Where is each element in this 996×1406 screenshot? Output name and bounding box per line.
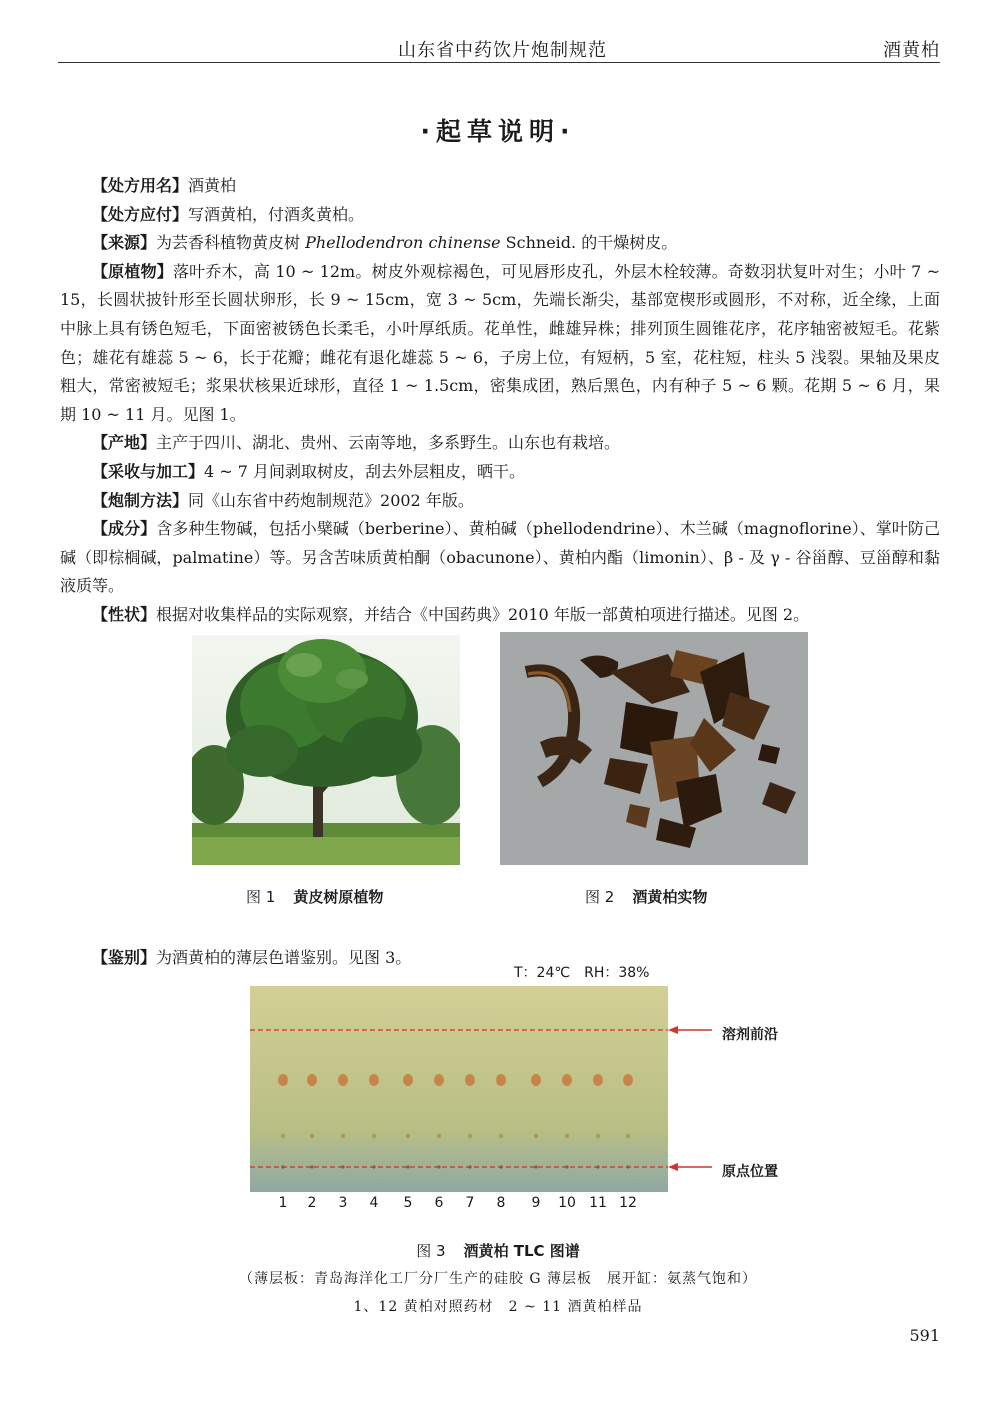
- paragraph-dispensing: [60, 201, 940, 230]
- figure-3-note-lanes: 1、12 黄柏对照药材 2 ~ 11 酒黄柏样品: [353, 1299, 643, 1315]
- tlc-faint-spot-lane-8: [499, 1134, 503, 1138]
- text-source-latin: Phellodendron chinense: [305, 233, 501, 253]
- paragraph-original-plant: [60, 258, 940, 430]
- tlc-humidity: RH：38%: [584, 965, 650, 981]
- tlc-faint-spot-lane-7: [468, 1134, 472, 1138]
- paragraph-source: [60, 229, 940, 258]
- text-origin: 主产于四川、湖北、贵州、云南等地，多系野生。山东也有栽培。: [156, 433, 621, 453]
- text-harvest: 4 ~ 7 月间剥取树皮，刮去外层粗皮，晒干。: [204, 461, 526, 481]
- label-characters: 【性状】: [92, 604, 157, 624]
- tlc-origin-point-lane-9: [534, 1165, 537, 1168]
- tlc-lane-label-1: 1: [278, 1195, 288, 1211]
- text-dispensing: 写酒黄柏，付酒炙黄柏。: [188, 204, 365, 224]
- text-source-before: 为芸香科植物黄皮树: [156, 233, 306, 253]
- tlc-arrows: [668, 1024, 718, 1174]
- text-original-plant: 落叶乔木，高 10 ~ 12m。树皮外观棕褐色，可见唇形皮孔，外层木栓较薄。奇数羽状复叶对生；小叶 7 ~ 15，长圆状披针形至长圆状卵形，长 9 ~ 15cm，宽 3 ~ 5cm，先端长渐尖，基部宽楔形或圆形，不对称，近全缘，上面中脉上具有锈色短毛，下面密被锈色长柔毛，小叶厚纸质。花单性，雌雄异株；排列顶生圆锥花序，花序轴密被短毛。花紫色；雄花有雄蕊 5 ~ 6，长于花瓣；雌花有退化雄蕊 5 ~ 6，子房上位，有短柄，5 室，花柱短，柱头 5 浅裂。果轴及果皮粗大，常密被短毛；浆果状核果近球形，直径 1 ~ 1.5cm，密集成团，熟后黑色，内有种子 5 ~ 6 颗。花期 5 ~ 6 月，果期 10 ~ 11 月。见图 1。: [60, 261, 940, 424]
- tlc-spot-lane-4: [369, 1074, 379, 1086]
- figure-3-number: 图 3: [416, 1242, 446, 1260]
- tlc-spot-lane-8: [496, 1074, 506, 1086]
- tlc-faint-spot-lane-2: [310, 1134, 314, 1138]
- figure-3-caption: [0, 1240, 996, 1261]
- tlc-lane-label-8: 8: [496, 1195, 506, 1211]
- tlc-lane-label-11: 11: [589, 1195, 607, 1211]
- page-number: 591: [909, 1326, 940, 1345]
- tlc-lane-label-12: 12: [619, 1195, 637, 1211]
- tlc-lane-label-6: 6: [434, 1195, 444, 1211]
- text-prescription-name: 酒黄柏: [188, 176, 237, 195]
- tlc-faint-spot-lane-10: [565, 1134, 569, 1138]
- label-processing: 【炮制方法】: [92, 490, 189, 510]
- tlc-origin-point-lane-3: [341, 1165, 344, 1168]
- tlc-origin-point-lane-5: [406, 1165, 409, 1168]
- tlc-plate: [250, 986, 668, 1192]
- tlc-spot-lane-10: [562, 1074, 572, 1086]
- label-origin: 【产地】: [92, 433, 157, 453]
- tlc-faint-spot-lane-9: [534, 1134, 538, 1138]
- running-header-herb-name: 酒黄柏: [883, 40, 940, 61]
- tlc-faint-spot-lane-1: [281, 1134, 285, 1138]
- tlc-plate-background: [250, 986, 668, 1192]
- figure-2-caption: [585, 886, 707, 907]
- paragraph-origin: [60, 429, 940, 458]
- tlc-origin-point-lane-10: [565, 1165, 568, 1168]
- tlc-origin-point-lane-6: [437, 1165, 440, 1168]
- figure-2-caption-text: 酒黄柏实物: [632, 888, 708, 906]
- tlc-faint-spot-lane-12: [626, 1134, 630, 1138]
- origin-arrow-icon: [668, 1163, 678, 1171]
- paragraph-identification: [60, 944, 940, 972]
- tlc-faint-spot-lane-4: [372, 1134, 376, 1138]
- tlc-spot-lane-3: [338, 1074, 348, 1086]
- bark-pieces-illustration: [500, 632, 808, 865]
- tlc-spot-lane-2: [307, 1074, 317, 1086]
- label-source: 【来源】: [92, 233, 157, 253]
- tlc-lane-label-4: 4: [369, 1195, 379, 1211]
- tlc-faint-spot-lane-6: [437, 1134, 441, 1138]
- solvent-front-label: 溶剂前沿: [722, 1027, 778, 1043]
- running-header: [58, 34, 940, 63]
- tlc-spot-lane-6: [434, 1074, 444, 1086]
- tlc-origin-point-lane-11: [596, 1165, 599, 1168]
- tlc-spot-lane-1: [278, 1074, 288, 1086]
- tlc-origin-point-lane-7: [468, 1165, 471, 1168]
- text-source-after: Schneid. 的干燥树皮。: [500, 233, 678, 253]
- tlc-spot-lane-7: [465, 1074, 475, 1086]
- figure-3-caption-text: 酒黄柏 TLC 图谱: [463, 1242, 580, 1260]
- text-constituents: 含多种生物碱，包括小檗碱（berberine）、黄柏碱（phellodendrine）、木兰碱（magnoflorine）、掌叶防己碱（即棕榈碱，palmatine）等。另含苦味质黄柏酮（obacunone）、黄柏内酯（limonin）、β - 及 γ - 谷甾醇、豆甾醇和黏液质等。: [60, 519, 940, 596]
- tlc-spot-lane-11: [593, 1074, 603, 1086]
- paragraph-harvest: [60, 458, 940, 487]
- label-harvest: 【采收与加工】: [92, 461, 205, 481]
- tlc-origin-point-lane-8: [499, 1165, 502, 1168]
- figure-2-bark-photo: [500, 632, 808, 865]
- text-processing: 同《山东省中药炮制规范》2002 年版。: [188, 490, 474, 510]
- tlc-lane-label-10: 10: [558, 1195, 576, 1211]
- text-identification: 为酒黄柏的薄层色谱鉴别。见图 3。: [156, 948, 412, 967]
- paragraph-prescription-name: [60, 172, 940, 201]
- tlc-temperature: T：24℃: [514, 965, 571, 981]
- figure-2-number: 图 2: [585, 888, 615, 906]
- tlc-faint-spot-lane-5: [406, 1134, 410, 1138]
- text-characters: 根据对收集样品的实际观察，并结合《中国药典》2010 年版一部黄柏项进行描述。见图 2。: [156, 604, 810, 624]
- tlc-faint-spot-lane-3: [341, 1134, 345, 1138]
- tlc-lane-label-7: 7: [465, 1195, 475, 1211]
- running-header-book-title: 山东省中药饮片炮制规范: [398, 40, 607, 61]
- paragraph-processing: [60, 487, 940, 516]
- section-title: ·起草说明·: [420, 117, 576, 146]
- paragraph-characters: [60, 601, 940, 630]
- label-original-plant: 【原植物】: [92, 261, 173, 281]
- tlc-spot-lane-9: [531, 1074, 541, 1086]
- figure-3-note-plate: （薄层板：青岛海洋化工厂分厂生产的硅胶 G 薄层板 展开缸：氨蒸气饱和）: [238, 1271, 758, 1287]
- tlc-lane-label-2: 2: [307, 1195, 317, 1211]
- tlc-origin-point-lane-12: [626, 1165, 629, 1168]
- label-identification: 【鉴别】: [92, 948, 157, 967]
- paragraph-constituents: [60, 515, 940, 601]
- tlc-lane-label-9: 9: [531, 1195, 541, 1211]
- tlc-origin-point-lane-2: [310, 1165, 313, 1168]
- label-dispensing: 【处方应付】: [92, 204, 189, 224]
- label-constituents: 【成分】: [92, 519, 157, 539]
- origin-label: 原点位置: [722, 1164, 778, 1180]
- tlc-lane-label-5: 5: [403, 1195, 413, 1211]
- figure-1-caption-text: 黄皮树原植物: [293, 888, 384, 906]
- label-prescription-name: 【处方用名】: [92, 176, 189, 195]
- solvent-front-arrow-icon: [668, 1026, 678, 1034]
- tlc-spot-lane-5: [403, 1074, 413, 1086]
- figure-1-tree-photo: [192, 635, 460, 865]
- tlc-origin-point-lane-4: [372, 1165, 375, 1168]
- tlc-conditions: [514, 962, 663, 982]
- body-text: [60, 172, 940, 630]
- tree-illustration: [192, 635, 460, 865]
- figure-1-number: 图 1: [246, 888, 276, 906]
- tlc-spot-lane-12: [623, 1074, 633, 1086]
- tlc-lane-label-3: 3: [338, 1195, 348, 1211]
- tlc-origin-point-lane-1: [281, 1165, 284, 1168]
- tlc-faint-spot-lane-11: [596, 1134, 600, 1138]
- figure-1-caption: [246, 886, 383, 907]
